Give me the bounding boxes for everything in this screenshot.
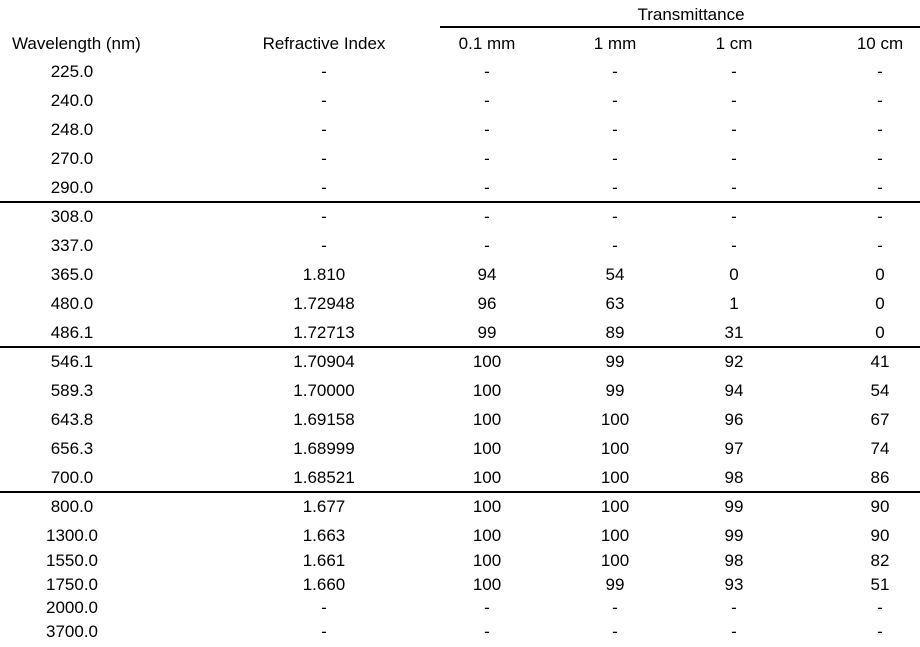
transmittance-0-1mm-cell: 100 <box>472 468 502 487</box>
refractive-index-cell: - <box>321 622 327 641</box>
transmittance-1mm-cell: 100 <box>600 410 630 429</box>
transmittance-1mm-cell: 63 <box>605 294 625 313</box>
transmittance-0-1mm-cell: 100 <box>472 526 502 545</box>
transmittance-10cm-cell: 67 <box>870 410 890 429</box>
transmittance-10cm-cell: 0 <box>875 294 885 313</box>
refractive-index-cell: - <box>321 178 327 197</box>
transmittance-10cm-cell: 0 <box>875 323 885 342</box>
transmittance-0-1mm-cell: - <box>484 91 490 110</box>
transmittance-1mm-cell: 100 <box>600 551 630 570</box>
refractive-index-cell: 1.68999 <box>293 439 355 458</box>
wavelength-cell: 3700.0 <box>46 622 98 641</box>
transmittance-1mm-cell: 89 <box>605 323 625 342</box>
wavelength-cell: 290.0 <box>50 178 94 197</box>
transmittance-1mm-cell: - <box>612 62 618 81</box>
wavelength-cell: 486.1 <box>50 323 94 342</box>
refractive-index-cell: - <box>321 120 327 139</box>
wavelength-header: Wavelength (nm) <box>12 34 141 53</box>
transmittance-0-1mm-cell: 100 <box>472 352 502 371</box>
refractive-index-cell: 1.677 <box>302 497 346 516</box>
wavelength-cell: 480.0 <box>50 294 94 313</box>
thickness-header-10cm: 10 cm <box>856 34 904 53</box>
refractive-index-header: Refractive Index <box>262 34 386 53</box>
transmittance-1cm-cell: 98 <box>724 468 744 487</box>
transmittance-10cm-cell: 54 <box>870 381 890 400</box>
refractive-index-cell: 1.661 <box>302 551 346 570</box>
transmittance-0-1mm-cell: - <box>484 178 490 197</box>
transmittance-1mm-cell: - <box>612 149 618 168</box>
thickness-header-1mm: 1 mm <box>593 34 637 53</box>
transmittance-0-1mm-cell: - <box>484 598 490 617</box>
transmittance-10cm-cell: - <box>877 178 883 197</box>
transmittance-1mm-cell: 100 <box>600 468 630 487</box>
transmittance-0-1mm-cell: 100 <box>472 551 502 570</box>
transmittance-1cm-cell: - <box>731 598 737 617</box>
transmittance-10cm-cell: 41 <box>870 352 890 371</box>
wavelength-cell: 240.0 <box>50 91 94 110</box>
transmittance-1mm-cell: - <box>612 178 618 197</box>
thickness-header-1cm: 1 cm <box>715 34 753 53</box>
transmittance-underline <box>440 26 920 28</box>
wavelength-cell: 589.3 <box>50 381 94 400</box>
transmittance-0-1mm-cell: 100 <box>472 439 502 458</box>
transmittance-1mm-cell: 99 <box>605 381 625 400</box>
transmittance-10cm-cell: - <box>877 622 883 641</box>
transmittance-1cm-cell: - <box>731 207 737 226</box>
transmittance-10cm-cell: 86 <box>870 468 890 487</box>
transmittance-1cm-cell: 93 <box>724 575 744 594</box>
transmittance-10cm-cell: - <box>877 120 883 139</box>
group-divider <box>0 201 920 203</box>
transmittance-1cm-cell: 1 <box>729 294 739 313</box>
wavelength-cell: 308.0 <box>50 207 94 226</box>
wavelength-cell: 1550.0 <box>46 551 98 570</box>
transmittance-10cm-cell: 82 <box>870 551 890 570</box>
transmittance-0-1mm-cell: - <box>484 622 490 641</box>
transmittance-1mm-cell: - <box>612 598 618 617</box>
wavelength-cell: 1300.0 <box>46 526 98 545</box>
refractive-index-cell: 1.68521 <box>293 468 355 487</box>
wavelength-cell: 248.0 <box>50 120 94 139</box>
refractive-index-cell: 1.72713 <box>293 323 355 342</box>
refractive-index-cell: 1.70904 <box>293 352 355 371</box>
transmittance-1cm-cell: 97 <box>724 439 744 458</box>
transmittance-1mm-cell: - <box>612 236 618 255</box>
refractive-index-cell: 1.660 <box>302 575 346 594</box>
transmittance-10cm-cell: 51 <box>870 575 890 594</box>
group-divider <box>0 491 920 493</box>
refractive-index-cell: 1.70000 <box>293 381 355 400</box>
transmittance-1mm-cell: 100 <box>600 497 630 516</box>
transmittance-1cm-cell: - <box>731 62 737 81</box>
refractive-index-cell: - <box>321 236 327 255</box>
transmittance-1mm-cell: 100 <box>600 439 630 458</box>
transmittance-1mm-cell: - <box>612 622 618 641</box>
wavelength-cell: 643.8 <box>50 410 94 429</box>
transmittance-1mm-cell: 99 <box>605 575 625 594</box>
thickness-header-0-1mm: 0.1 mm <box>458 34 516 53</box>
refractive-index-cell: 1.69158 <box>293 410 355 429</box>
refractive-index-cell: 1.810 <box>302 265 346 284</box>
transmittance-1cm-cell: 31 <box>724 323 744 342</box>
wavelength-cell: 270.0 <box>50 149 94 168</box>
transmittance-1cm-cell: - <box>731 149 737 168</box>
transmittance-1mm-cell: - <box>612 207 618 226</box>
refractive-index-cell: - <box>321 598 327 617</box>
transmittance-0-1mm-cell: - <box>484 207 490 226</box>
wavelength-cell: 337.0 <box>50 236 94 255</box>
transmittance-1mm-cell: 100 <box>600 526 630 545</box>
wavelength-cell: 546.1 <box>50 352 94 371</box>
transmittance-1cm-cell: 92 <box>724 352 744 371</box>
refractive-index-cell: - <box>321 91 327 110</box>
transmittance-10cm-cell: 90 <box>870 497 890 516</box>
transmittance-10cm-cell: 74 <box>870 439 890 458</box>
transmittance-0-1mm-cell: 100 <box>472 381 502 400</box>
wavelength-cell: 700.0 <box>50 468 94 487</box>
wavelength-cell: 2000.0 <box>46 598 98 617</box>
transmittance-1cm-cell: 98 <box>724 551 744 570</box>
transmittance-0-1mm-cell: - <box>484 62 490 81</box>
transmittance-1cm-cell: - <box>731 622 737 641</box>
transmittance-0-1mm-cell: 100 <box>472 410 502 429</box>
transmittance-10cm-cell: - <box>877 149 883 168</box>
wavelength-cell: 365.0 <box>50 265 94 284</box>
refractive-index-cell: - <box>321 207 327 226</box>
transmittance-1cm-cell: - <box>731 178 737 197</box>
transmittance-10cm-cell: - <box>877 236 883 255</box>
wavelength-cell: 800.0 <box>50 497 94 516</box>
wavelength-cell: 225.0 <box>50 62 94 81</box>
refractive-index-cell: - <box>321 62 327 81</box>
transmittance-0-1mm-cell: - <box>484 120 490 139</box>
transmittance-1cm-cell: 94 <box>724 381 744 400</box>
transmittance-1cm-cell: 99 <box>724 526 744 545</box>
transmittance-1cm-cell: - <box>731 91 737 110</box>
transmittance-0-1mm-cell: - <box>484 149 490 168</box>
wavelength-cell: 1750.0 <box>46 575 98 594</box>
transmittance-10cm-cell: - <box>877 62 883 81</box>
transmittance-0-1mm-cell: 99 <box>477 323 497 342</box>
transmittance-10cm-cell: - <box>877 91 883 110</box>
refractive-index-cell: 1.663 <box>302 526 346 545</box>
transmittance-10cm-cell: - <box>877 598 883 617</box>
transmittance-1cm-cell: 0 <box>729 265 739 284</box>
refractive-index-cell: 1.72948 <box>293 294 355 313</box>
transmittance-0-1mm-cell: 94 <box>477 265 497 284</box>
transmittance-1mm-cell: - <box>612 91 618 110</box>
transmittance-1cm-cell: - <box>731 236 737 255</box>
transmittance-10cm-cell: 0 <box>875 265 885 284</box>
wavelength-cell: 656.3 <box>50 439 94 458</box>
transmittance-0-1mm-cell: 96 <box>477 294 497 313</box>
refractive-index-cell: - <box>321 149 327 168</box>
transmittance-1cm-cell: - <box>731 120 737 139</box>
transmittance-1cm-cell: 96 <box>724 410 744 429</box>
transmittance-1mm-cell: 99 <box>605 352 625 371</box>
transmittance-group-header: Transmittance <box>637 5 745 24</box>
transmittance-1mm-cell: 54 <box>605 265 625 284</box>
transmittance-0-1mm-cell: 100 <box>472 497 502 516</box>
transmittance-10cm-cell: - <box>877 207 883 226</box>
transmittance-0-1mm-cell: 100 <box>472 575 502 594</box>
group-divider <box>0 346 920 348</box>
transmittance-1cm-cell: 99 <box>724 497 744 516</box>
transmittance-10cm-cell: 90 <box>870 526 890 545</box>
transmittance-1mm-cell: - <box>612 120 618 139</box>
transmittance-0-1mm-cell: - <box>484 236 490 255</box>
